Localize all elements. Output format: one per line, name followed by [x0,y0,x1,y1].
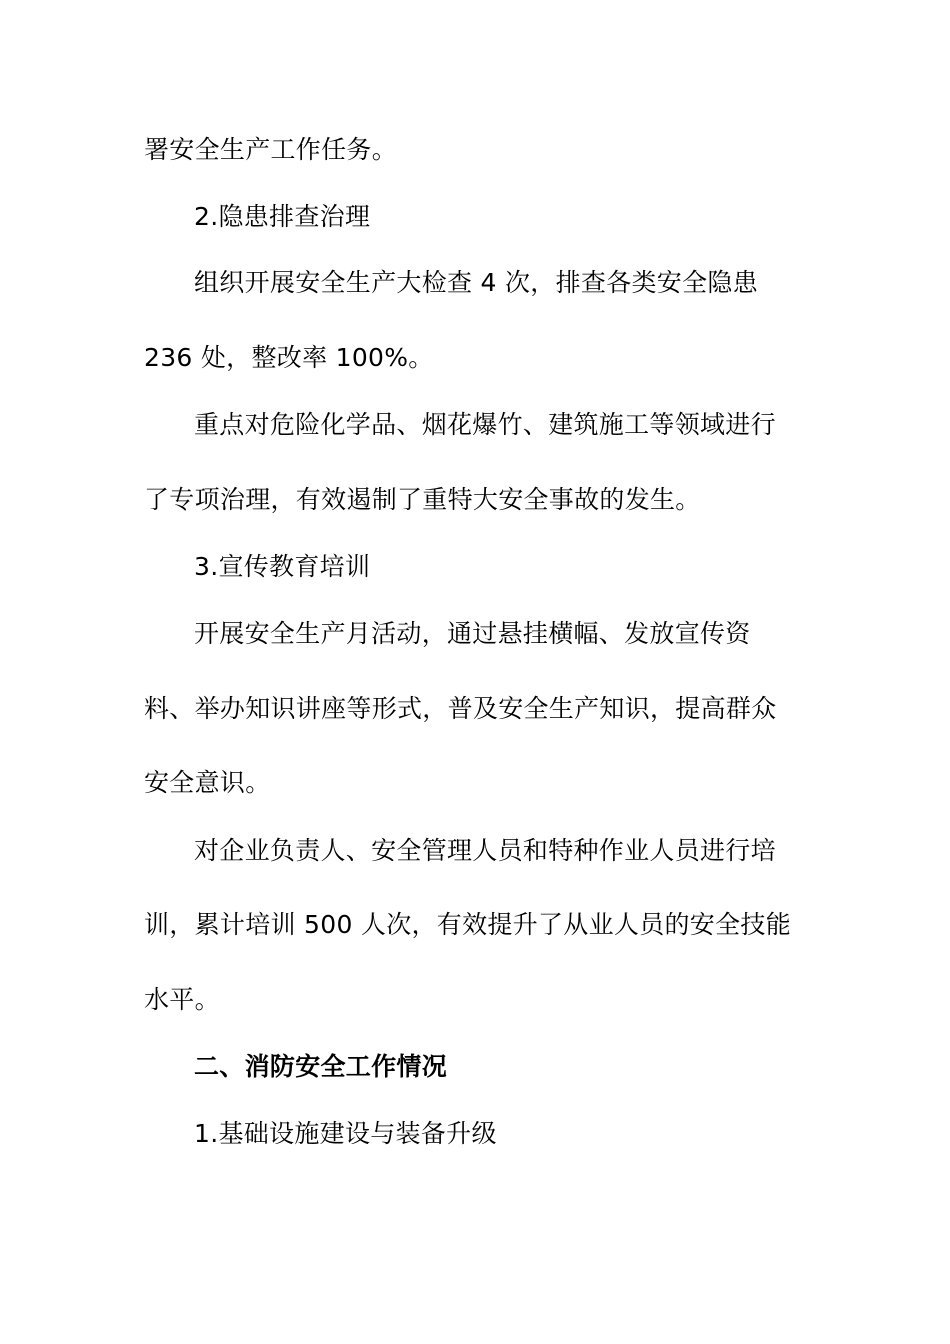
paragraph-line: 水平。 [144,985,220,1014]
paragraph-line: 开展安全生产月活动，通过悬挂横幅、发放宣传资 [194,619,751,648]
paragraph-line: 安全意识。 [144,768,271,797]
paragraph-line: 对企业负责人、安全管理人员和特种作业人员进行培 [194,836,776,865]
paragraph-line: 料、举办知识讲座等形式，普及安全生产知识，提高群众 [144,694,777,723]
paragraph-line: 重点对危险化学品、烟花爆竹、建筑施工等领域进行 [194,410,776,439]
subheading-hazard-inspection: 2.隐患排查治理 [194,202,371,231]
paragraph-line: 组织开展安全生产大检查 4 次，排查各类安全隐患 [194,268,759,297]
paragraph-line: 236 处，整改率 100%。 [144,343,434,372]
subheading-infrastructure: 1.基础设施建设与装备升级 [194,1119,497,1148]
paragraph-line: 训，累计培训 500 人次，有效提升了从业人员的安全技能 [144,910,792,939]
paragraph-line: 了专项治理，有效遏制了重特大安全事故的发生。 [144,485,701,514]
paragraph-line: 署安全生产工作任务。 [144,135,398,164]
section-heading-fire-safety: 二、消防安全工作情况 [194,1052,448,1081]
subheading-publicity-training: 3.宣传教育培训 [194,552,371,581]
